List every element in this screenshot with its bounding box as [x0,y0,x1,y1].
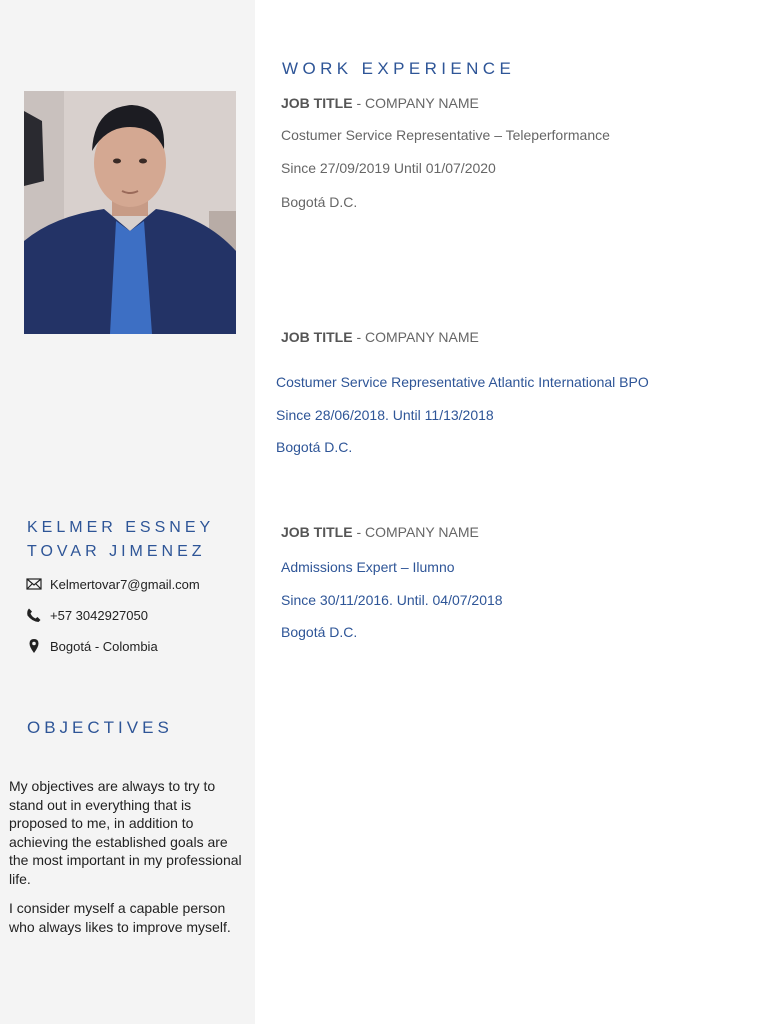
job-title-label: JOB TITLE [281,95,353,111]
job-1-position: Costumer Service Representative – Teleperformance [281,127,610,143]
full-name [27,516,214,564]
work-experience-heading: WORK EXPERIENCE [282,59,516,78]
name-line-2: TOVAR JIMENEZ [27,543,206,560]
location-pin-icon [26,638,42,654]
job-2-position: Costumer Service Representative Atlantic International BPO [276,374,649,390]
job-3-position: Admissions Expert – Ilumno [281,559,455,575]
objectives-paragraph-2: I consider myself a capable person who always likes to improve myself. [9,900,231,935]
job-2-dates: Since 28/06/2018. Until 11/13/2018 [276,407,494,423]
job-3-title-row [281,524,479,540]
job-1-location: Bogotá D.C. [281,194,358,210]
phone-text: +57 3042927050 [50,607,148,623]
company-name-label: - COMPANY NAME [352,524,479,540]
objectives-heading: OBJECTIVES [27,718,173,737]
job-1-dates: Since 27/09/2019 Until 01/07/2020 [281,160,496,176]
job-1-title-row [281,95,479,111]
profile-photo [24,91,236,334]
envelope-icon [26,576,42,592]
job-3-dates: Since 30/11/2016. Until. 04/07/2018 [281,592,503,608]
phone-icon [26,607,42,623]
name-line-1: KELMER ESSNEY [27,519,215,536]
company-name-label: - COMPANY NAME [352,95,479,111]
objectives-paragraph-1: My objectives are always to try to stand out in everything that is proposed to me, in addition to achieving the established goals are the most important in my professional life. [9,778,242,887]
job-title-label: JOB TITLE [281,329,353,345]
contact-location [26,637,158,655]
contact-email[interactable] [26,575,200,593]
sidebar [0,0,255,1024]
job-2-title-row [281,329,479,345]
job-2-location: Bogotá D.C. [276,439,353,455]
company-name-label: - COMPANY NAME [352,329,479,345]
location-text: Bogotá - Colombia [50,638,158,654]
job-3-location: Bogotá D.C. [281,624,358,640]
email-text: Kelmertovar7@gmail.com [50,576,200,592]
contact-phone[interactable] [26,606,148,624]
job-title-label: JOB TITLE [281,524,353,540]
